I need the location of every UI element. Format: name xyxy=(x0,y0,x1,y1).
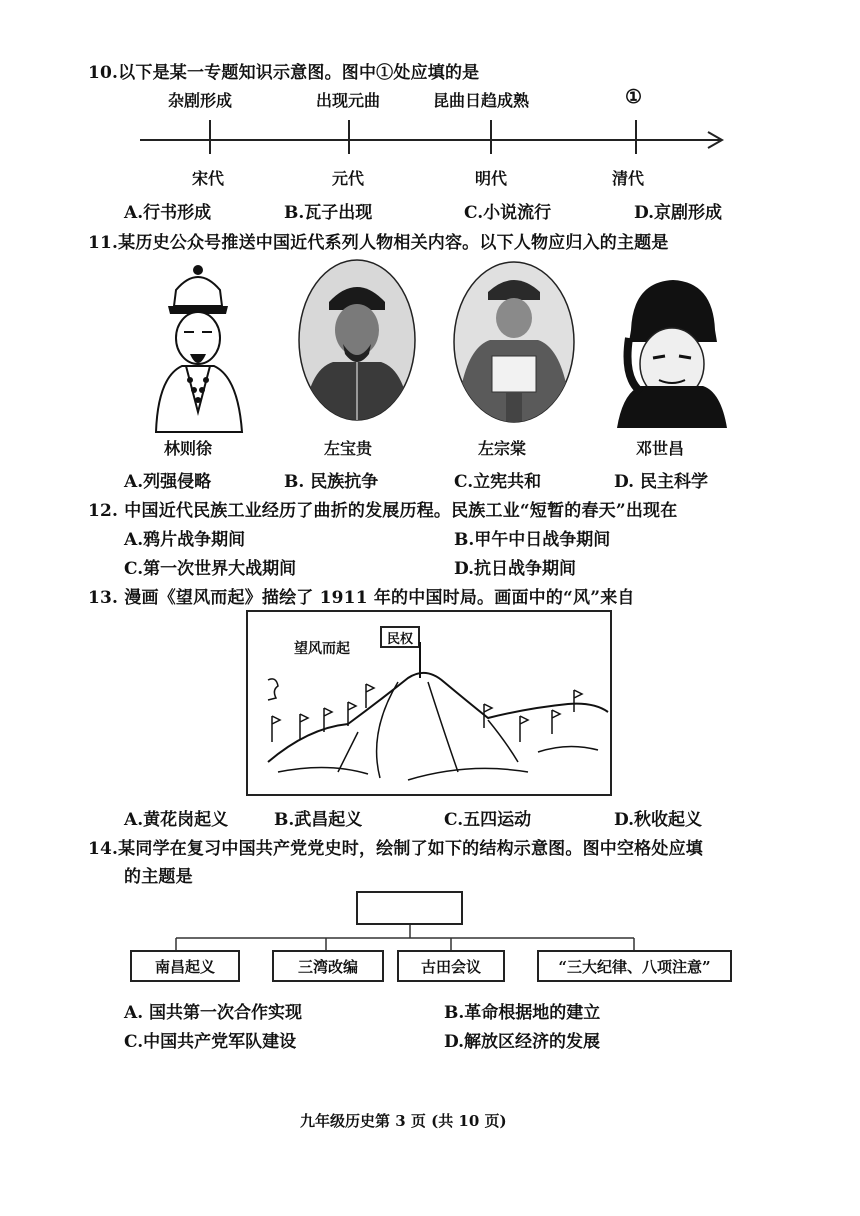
q14-stem-line2: 的主题是 xyxy=(124,867,193,887)
timeline-era-4: 清代 xyxy=(612,169,645,188)
timeline-era-3: 明代 xyxy=(475,169,508,188)
timeline-era-1: 宋代 xyxy=(192,169,225,188)
q14-stem-line1: 14.某同学在复习中国共产党党史时，绘制了如下的结构示意图。图中空格处应填 xyxy=(88,839,703,859)
timeline-event-1: 杂剧形成 xyxy=(168,91,233,110)
blank-topic-box xyxy=(356,891,463,925)
caption-4: 邓世昌 xyxy=(636,439,685,458)
q10-option-d: D.京剧形成 xyxy=(634,203,723,223)
portrait-zuo-zongtang xyxy=(450,262,580,432)
q13-stem: 13. 漫画《望风而起》描绘了 1911 年的中国时局。画面中的“风”来自 xyxy=(88,588,635,608)
q11-option-c: C.立宪共和 xyxy=(454,472,542,492)
portrait-zuo-baogui xyxy=(293,258,423,423)
q14-option-d: D.解放区经济的发展 xyxy=(444,1032,601,1052)
page-footer: 九年级历史第 3 页 (共 10 页) xyxy=(300,1112,507,1130)
q11-option-a: A.列强侵略 xyxy=(124,472,212,492)
q13-option-b: B.武昌起义 xyxy=(274,810,363,830)
box-gutian-meeting: 古田会议 xyxy=(397,950,505,982)
timeline-axis xyxy=(0,118,860,158)
cartoon-frame xyxy=(246,610,612,796)
q10-stem: 10.以下是某一专题知识示意图。图中①处应填的是 xyxy=(88,63,480,83)
q11-option-d: D. 民主科学 xyxy=(614,472,708,492)
mountain-drawing xyxy=(248,612,614,798)
caption-2: 左宝贵 xyxy=(324,439,373,458)
timeline-era-2: 元代 xyxy=(332,169,365,188)
q14-option-b: B.革命根据地的建立 xyxy=(444,1003,601,1023)
q10-option-c: C.小说流行 xyxy=(464,203,552,223)
q14-option-a: A. 国共第一次合作实现 xyxy=(124,1003,303,1023)
q12-option-c: C.第一次世界大战期间 xyxy=(124,559,297,579)
portrait-lin-zexu xyxy=(138,262,258,432)
cartoon-title: 望风而起 xyxy=(294,641,350,657)
q13-option-a: A.黄花岗起义 xyxy=(124,810,229,830)
q14-option-c: C.中国共产党军队建设 xyxy=(124,1032,297,1052)
q10-option-a: A.行书形成 xyxy=(124,203,212,223)
box-sanwan-reorganization: 三湾改编 xyxy=(272,950,384,982)
timeline-event-4: ① xyxy=(625,86,643,108)
caption-1: 林则徐 xyxy=(164,439,213,458)
timeline-event-2: 出现元曲 xyxy=(316,91,381,110)
q12-option-b: B.甲午中日战争期间 xyxy=(454,530,611,550)
box-nanchang-uprising: 南昌起义 xyxy=(130,950,240,982)
q12-option-d: D.抗日战争期间 xyxy=(454,559,577,579)
q11-stem: 11.某历史公众号推送中国近代系列人物相关内容。以下人物应归入的主题是 xyxy=(88,233,669,253)
box-three-rules-eight-points: “三大纪律、八项注意” xyxy=(537,950,732,982)
q12-option-a: A.鸦片战争期间 xyxy=(124,530,246,550)
flag-label: 民权 xyxy=(380,626,420,648)
q13-option-d: D.秋收起义 xyxy=(614,810,703,830)
timeline-event-3: 昆曲日趋成熟 xyxy=(433,91,530,110)
q10-option-b: B.瓦子出现 xyxy=(284,203,373,223)
q11-option-b: B. 民族抗争 xyxy=(284,472,379,492)
portrait-deng-shichang xyxy=(617,268,727,428)
q13-option-c: C.五四运动 xyxy=(444,810,532,830)
q12-stem: 12. 中国近代民族工业经历了曲折的发展历程。民族工业“短暂的春天”出现在 xyxy=(88,501,678,521)
caption-3: 左宗棠 xyxy=(478,439,527,458)
